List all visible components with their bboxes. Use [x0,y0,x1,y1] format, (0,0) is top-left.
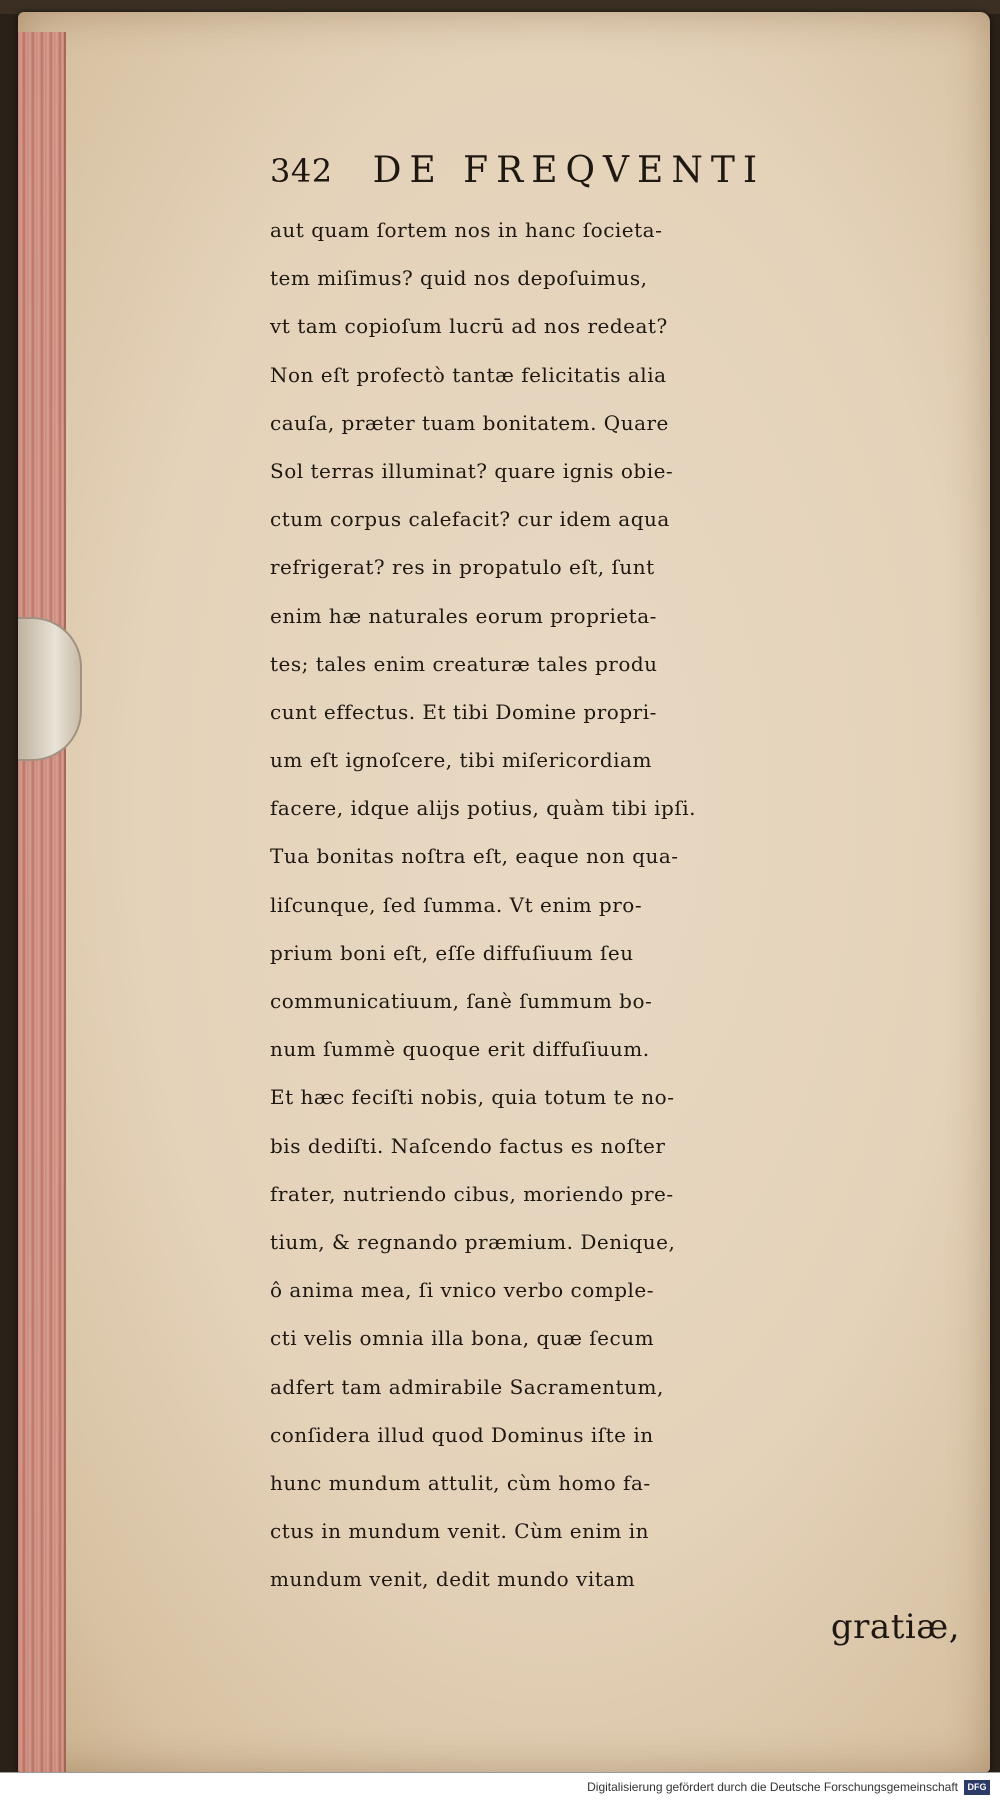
text-line: mundum venit, dedit mundo vitam [270,1567,636,1592]
body-text [270,206,970,1603]
text-line: liſcunque, ſed ſumma. Vt enim pro- [270,892,643,917]
running-head [270,150,970,200]
text-line: cti velis omnia illa bona, quæ ſecum [270,1326,655,1351]
text-line: ctum corpus calefacit? cur idem aqua [270,507,670,532]
text-line: tes; tales enim creaturæ tales produ [270,651,658,676]
bookmark-tab [18,617,82,761]
text-line: cauſa, præter tuam bonitatem. Quare [270,410,669,435]
text-line: tem miſimus? quid nos depoſuimus, [270,266,648,291]
text-line: frater, nutriendo cibus, moriendo pre- [270,1181,674,1206]
text-line: Et hæc feciſti nobis, quia totum te no- [270,1085,675,1110]
text-line: Sol terras illuminat? quare ignis obie- [270,458,674,483]
text-line: ô anima mea, ſi vnico verbo comple- [270,1278,655,1303]
text-line: refrigerat? res in propatulo eſt, ſunt [270,555,655,580]
text-line: cunt effectus. Et tibi Domine propri- [270,699,657,724]
text-line: tium, & regnando præmium. Denique, [270,1229,676,1254]
text-line: bis dediſti. Naſcendo factus es noſter [270,1133,666,1158]
running-title: DE FREQVENTI [372,150,766,191]
text-line: num ſummè quoque erit diffuſiuum. [270,1037,650,1062]
text-line: Tua bonitas noſtra eſt, eaque non qua- [270,844,679,869]
text-line: conſidera illud quod Dominus iſte in [270,1422,654,1447]
text-line: hunc mundum attulit, cùm homo fa- [270,1470,651,1495]
dfg-logo: DFG [964,1780,990,1795]
text-line: adfert tam admirabile Sacramentum, [270,1374,664,1399]
text-line: communicatiuum, ſanè ſummum bo- [270,989,653,1013]
text-line: prium boni eſt, eſſe diffuſiuum ſeu [270,940,634,965]
page-number: 342 [270,152,333,190]
text-line: um eſt ignoſcere, tibi miſericordiam [270,748,652,773]
page-edges [18,32,66,1772]
text-line: vt tam copioſum lucrū ad nos redeat? [270,314,668,339]
footer-credit: Digitalisierung gefördert durch die Deutsche Forschungsgemeinschaft [587,1780,958,1794]
text-line: ctus in mundum venit. Cùm enim in [270,1519,649,1544]
text-line: facere, idque alijs potius, quàm tibi ipſi. [270,796,697,821]
text-line: enim hæ naturales eorum proprieta- [270,603,657,628]
text-line: Non eſt profectò tantæ felicitatis alia [270,362,667,387]
footer-bar [0,1772,1000,1802]
catchword: gratiæ, [830,1607,960,1648]
text-block [270,150,970,1652]
text-line: aut quam ſortem nos in hanc ſocieta- [270,218,663,242]
